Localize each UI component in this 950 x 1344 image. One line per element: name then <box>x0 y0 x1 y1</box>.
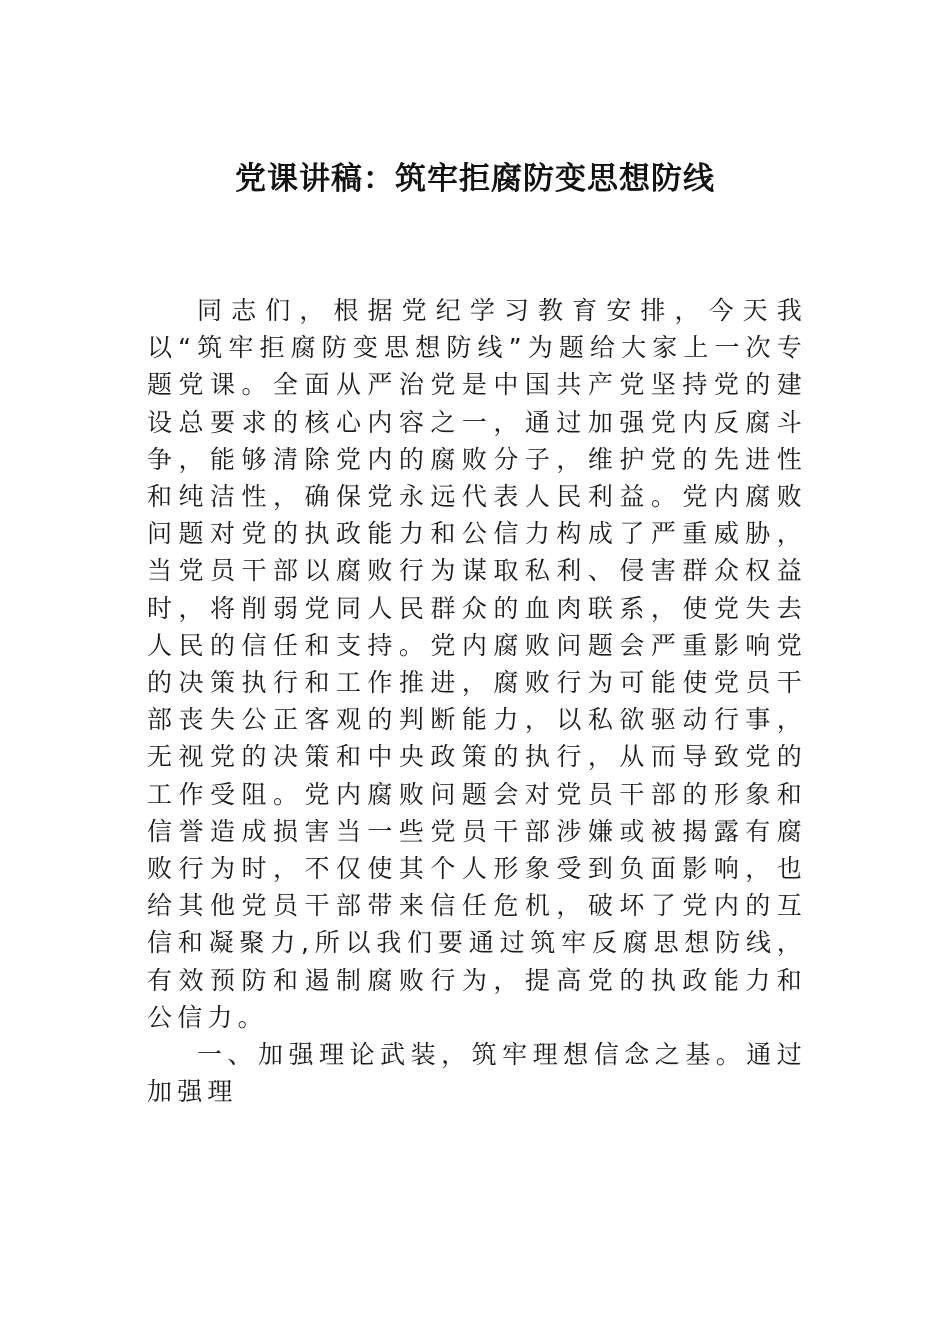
body-paragraph-intro: 同志们，根据党纪学习教育安排，今天我以“筑牢拒腐防变思想防线”为题给大家上一次专题党课。全面从严治党是中国共产党坚持党的建设总要求的核心内容之一，通过加强党内反腐斗争，能够清除党内的腐败分子，维护党的先进性和纯洁性，确保党永远代表人民利益。党内腐败问题对党的执政能力和公信力构成了严重威胁，当党员干部以腐败行为谋取私利、侵害群众权益时，将削弱党同人民群众的血肉联系，使党失去人民的信任和支持。党内腐败问题会严重影响党的决策执行和工作推进，腐败行为可能使党员干部丧失公正客观的判断能力，以私欲驱动行事，无视党的决策和中央政策的执行，从而导致党的工作受阻。党内腐败问题会对党员干部的形象和信誉造成损害当一些党员干部涉嫌或被揭露有腐败行为时，不仅使其个人形象受到负面影响，也给其他党员干部带来信任危机，破坏了党内的互信和凝聚力,所以我们要通过筑牢反腐思想防线，有效预防和遏制腐败行为，提高党的执政能力和公信力。 <box>147 296 807 1032</box>
document-title: 党课讲稿：筑牢拒腐防变思想防线 <box>235 161 715 197</box>
document-body <box>147 292 807 1110</box>
body-paragraph-section-one: 一、加强理论武装，筑牢理想信念之基。通过加强理 <box>147 1040 807 1107</box>
